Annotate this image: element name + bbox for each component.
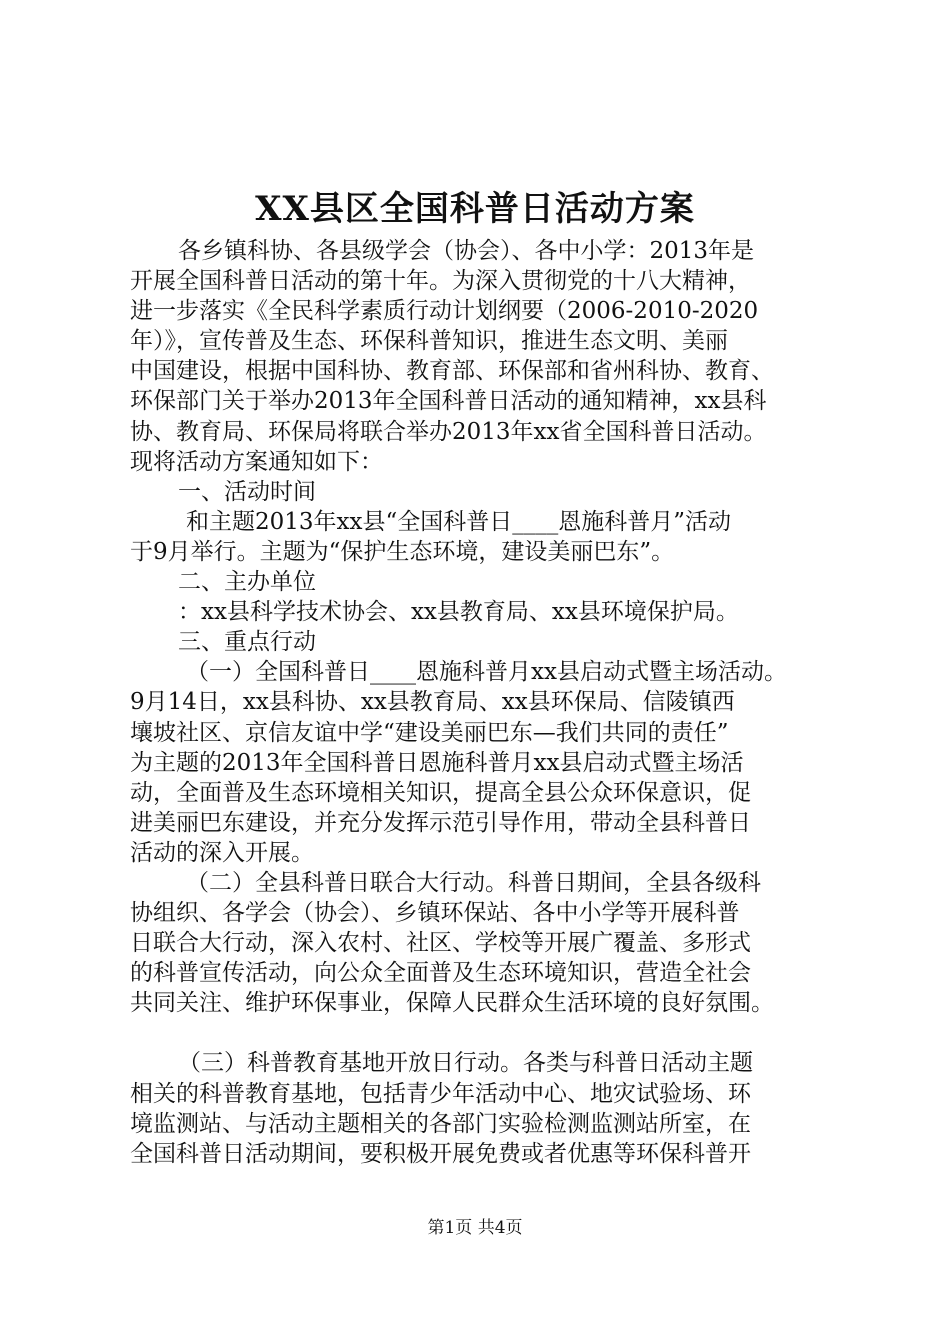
page-footer: 第1页 共4页	[427, 1218, 523, 1238]
document-title: XX县区全国科普日活动方案	[255, 189, 695, 229]
paragraph-line: 9月14日，xx县科协、xx县教育局、xx县环保局、信陵镇西	[130, 689, 735, 716]
paragraph-line: 和主题2013年xx县“全国科普日____恩施科普月”活动	[186, 508, 731, 535]
paragraph-line: 活动的深入开展。	[130, 839, 314, 866]
paragraph-line: 开展全国科普日活动的第十年。为深入贯彻党的十八大精神，	[130, 268, 751, 295]
paragraph-line: ：xx县科学技术协会、xx县教育局、xx县环境保护局。	[178, 599, 739, 626]
paragraph-line: 协组织、各学会（协会）、乡镇环保站、各中小学等开展科普	[130, 900, 740, 927]
paragraph-line: 相关的科普教育基地，包括青少年活动中心、地灾试验场、环	[130, 1080, 751, 1107]
paragraph-line: 协、教育局、环保局将联合举办2013年xx省全国科普日活动。	[130, 418, 767, 445]
paragraph-line: 环保部门关于举办2013年全国科普日活动的通知精神，xx县科	[130, 388, 767, 415]
paragraph-line: 进美丽巴东建设，并充分发挥示范引导作用，带动全县科普日	[130, 809, 751, 836]
paragraph-line: 年）》，宣传普及生态、环保科普知识，推进生态文明、美丽	[130, 328, 728, 355]
paragraph-line: 境监测站、与活动主题相关的各部门实验检测监测站所室，在	[130, 1110, 751, 1137]
paragraph-line: 为主题的2013年全国科普日恩施科普月xx县启动式暨主场活	[130, 749, 744, 776]
section-heading: 二、主办单位	[178, 569, 316, 596]
paragraph-line: 日联合大行动，深入农村、社区、学校等开展广覆盖、多形式	[130, 930, 751, 957]
paragraph-line: （一）全国科普日____恩施科普月xx县启动式暨主场活动。	[186, 659, 787, 686]
paragraph-line: 中国建设，根据中国科协、教育部、环保部和省州科协、教育、	[130, 358, 774, 385]
paragraph-line: 全国科普日活动期间，要积极开展免费或者优惠等环保科普开	[130, 1140, 751, 1167]
document-body	[130, 236, 836, 1169]
paragraph-line: （二）全县科普日联合大行动。科普日期间，全县各级科	[186, 869, 761, 896]
paragraph-line: 共同关注、维护环保事业，保障人民群众生活环境的良好氛围。	[130, 990, 774, 1017]
paragraph-line: 各乡镇科协、各县级学会（协会）、各中小学：2013年是	[178, 238, 755, 264]
section-heading: 三、重点行动	[178, 629, 316, 656]
section-heading: 一、活动时间	[178, 478, 316, 505]
paragraph-line: 于9月举行。主题为“保护生态环境，建设美丽巴东”。	[130, 538, 675, 565]
paragraph-line: 壤坡社区、京信友谊中学“建设美丽巴东—我们共同的责任”	[130, 719, 729, 746]
paragraph-line: 的科普宣传活动，向公众全面普及生态环境知识，营造全社会	[130, 960, 751, 987]
paragraph-line: 现将活动方案通知如下：	[130, 448, 383, 475]
paragraph-line: 进一步落实《全民科学素质行动计划纲要（2006-2010-2020	[130, 298, 759, 325]
paragraph-line: 动，全面普及生态环境相关知识，提高全县公众环保意识，促	[130, 779, 751, 806]
paragraph-line: （三）科普教育基地开放日行动。各类与科普日活动主题	[178, 1050, 753, 1077]
paragraph-gap	[130, 1018, 836, 1048]
